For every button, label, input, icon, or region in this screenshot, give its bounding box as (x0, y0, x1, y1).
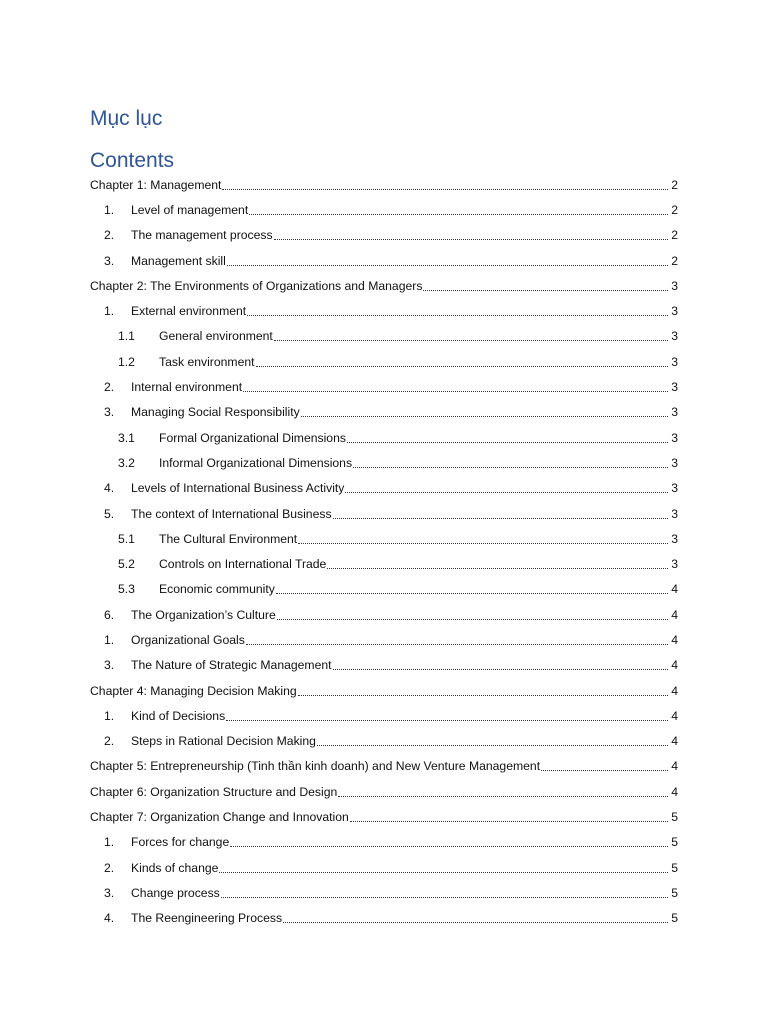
toc-entry-page-number: 3 (671, 481, 678, 496)
toc-section-entry[interactable] (90, 248, 678, 273)
dot-leader (219, 871, 668, 873)
dot-leader (423, 289, 668, 291)
toc-entry-title: Steps in Rational Decision Making (131, 734, 316, 749)
toc-chapter-entry[interactable] (90, 779, 678, 804)
toc-section-entry[interactable] (90, 400, 678, 425)
toc-entry-number: 3. (104, 253, 115, 268)
toc-entry-number: 3. (104, 658, 115, 673)
toc-entry-title: Chapter 5: Entrepreneurship (Tinh thần kinh doanh) and New Venture Management (90, 759, 541, 774)
toc-section-entry[interactable] (90, 653, 678, 678)
dot-leader (347, 441, 668, 443)
toc-entry-title: Change process (131, 885, 220, 900)
heading-muc-luc: Mục lục (90, 107, 163, 130)
toc-entry-page-number: 3 (671, 380, 678, 395)
toc-entry-page-number: 4 (671, 708, 678, 723)
toc-entry-page-number: 5 (671, 911, 678, 926)
toc-section-entry[interactable] (90, 425, 678, 450)
dot-leader (541, 769, 668, 771)
toc-entry-title: The Nature of Strategic Management (131, 658, 332, 673)
toc-section-entry[interactable] (90, 450, 678, 475)
toc-entry-number: 3.1 (118, 430, 135, 445)
toc-entry-title: General environment (159, 329, 273, 344)
toc-entry-title: Formal Organizational Dimensions (159, 430, 346, 445)
dot-leader (274, 339, 668, 341)
toc-entry-number: 1. (104, 708, 115, 723)
dot-leader (249, 213, 668, 215)
toc-entry-title: Organizational Goals (131, 632, 245, 647)
dot-leader (298, 694, 668, 696)
toc-entry-title: The context of International Business (131, 506, 332, 521)
toc-chapter-entry[interactable] (90, 172, 678, 197)
toc-entry-title: Kinds of change (131, 860, 219, 875)
toc-entry-page-number: 4 (671, 632, 678, 647)
toc-entry-number: 5. (104, 506, 115, 521)
toc-entry-number: 2. (104, 228, 115, 243)
toc-chapter-entry[interactable] (90, 273, 678, 298)
toc-entry-page-number: 2 (671, 177, 678, 192)
dot-leader (327, 567, 668, 569)
toc-entry-number: 3. (104, 885, 115, 900)
toc-entry-title: Managing Social Responsibility (131, 405, 300, 420)
toc-entry-page-number: 2 (671, 253, 678, 268)
toc-entry-number: 2. (104, 860, 115, 875)
toc-chapter-entry[interactable] (90, 804, 678, 829)
toc-entry-title: Chapter 2: The Environments of Organizations and Managers (90, 278, 423, 293)
toc-entry-number: 3. (104, 405, 115, 420)
toc-entry-page-number: 5 (671, 810, 678, 825)
toc-entry-title: Economic community (159, 582, 275, 597)
table-of-contents (90, 172, 678, 931)
toc-entry-title: Controls on International Trade (159, 557, 327, 572)
toc-entry-title: Forces for change (131, 835, 230, 850)
toc-entry-number: 5.3 (118, 582, 135, 597)
toc-entry-title: Kind of Decisions (131, 708, 226, 723)
dot-leader (243, 390, 668, 392)
dot-leader (222, 188, 668, 190)
toc-entry-title: Level of management (131, 202, 249, 217)
toc-section-entry[interactable] (90, 627, 678, 652)
toc-entry-page-number: 3 (671, 354, 678, 369)
toc-section-entry[interactable] (90, 374, 678, 399)
toc-entry-page-number: 2 (671, 202, 678, 217)
toc-section-entry[interactable] (90, 830, 678, 855)
toc-entry-page-number: 4 (671, 759, 678, 774)
toc-section-entry[interactable] (90, 526, 678, 551)
toc-entry-title: Chapter 6: Organization Structure and Design (90, 784, 338, 799)
toc-section-entry[interactable] (90, 223, 678, 248)
toc-entry-page-number: 5 (671, 885, 678, 900)
dot-leader (350, 820, 668, 822)
toc-section-entry[interactable] (90, 906, 678, 931)
dot-leader (256, 365, 668, 367)
dot-leader (333, 668, 668, 670)
toc-entry-page-number: 3 (671, 506, 678, 521)
toc-section-entry[interactable] (90, 501, 678, 526)
dot-leader (301, 415, 668, 417)
toc-entry-number: 1.2 (118, 354, 135, 369)
toc-entry-number: 1. (104, 632, 115, 647)
dot-leader (226, 719, 668, 721)
dot-leader (338, 795, 668, 797)
toc-entry-page-number: 3 (671, 405, 678, 420)
toc-entry-title: The Organization’s Culture (131, 607, 276, 622)
toc-entry-title: Management skill (131, 253, 226, 268)
toc-entry-title: The Reengineering Process (131, 911, 283, 926)
toc-entry-number: 4. (104, 481, 115, 496)
toc-section-entry[interactable] (90, 577, 678, 602)
dot-leader (227, 264, 668, 266)
toc-entry-title: The Cultural Environment (159, 531, 298, 546)
dot-leader (274, 238, 668, 240)
toc-entry-page-number: 3 (671, 430, 678, 445)
dot-leader (276, 592, 668, 594)
dot-leader (333, 517, 668, 519)
toc-entry-number: 5.2 (118, 557, 135, 572)
toc-entry-number: 1.1 (118, 329, 135, 344)
toc-chapter-entry[interactable] (90, 678, 678, 703)
toc-section-entry[interactable] (90, 298, 678, 323)
dot-leader (345, 491, 668, 493)
toc-entry-number: 5.1 (118, 531, 135, 546)
dot-leader (277, 618, 668, 620)
toc-entry-title: Internal environment (131, 380, 243, 395)
toc-entry-page-number: 4 (671, 607, 678, 622)
toc-entry-page-number: 3 (671, 278, 678, 293)
toc-section-entry[interactable] (90, 324, 678, 349)
toc-entry-title: External environment (131, 304, 247, 319)
toc-section-entry[interactable] (90, 349, 678, 374)
toc-entry-page-number: 3 (671, 455, 678, 470)
dot-leader (247, 314, 668, 316)
toc-entry-number: 6. (104, 607, 115, 622)
toc-section-entry[interactable] (90, 703, 678, 728)
toc-entry-page-number: 4 (671, 784, 678, 799)
toc-section-entry[interactable] (90, 476, 678, 501)
toc-entry-page-number: 4 (671, 683, 678, 698)
toc-entry-number: 1. (104, 304, 115, 319)
toc-entry-page-number: 3 (671, 329, 678, 344)
toc-entry-number: 1. (104, 835, 115, 850)
toc-entry-title: Informal Organizational Dimensions (159, 455, 353, 470)
toc-entry-title: Chapter 1: Management (90, 177, 222, 192)
toc-entry-number: 2. (104, 380, 115, 395)
toc-entry-page-number: 3 (671, 531, 678, 546)
heading-contents: Contents (90, 149, 175, 172)
toc-entry-number: 2. (104, 734, 115, 749)
toc-entry-title: Levels of International Business Activity (131, 481, 345, 496)
dot-leader (317, 744, 668, 746)
toc-section-entry[interactable] (90, 197, 678, 222)
dot-leader (283, 921, 668, 923)
toc-entry-page-number: 4 (671, 582, 678, 597)
dot-leader (221, 896, 668, 898)
toc-entry-page-number: 4 (671, 658, 678, 673)
toc-section-entry[interactable] (90, 551, 678, 576)
toc-entry-title: Chapter 4: Managing Decision Making (90, 683, 297, 698)
toc-entry-page-number: 5 (671, 860, 678, 875)
toc-section-entry[interactable] (90, 880, 678, 905)
toc-section-entry[interactable] (90, 729, 678, 754)
toc-entry-page-number: 3 (671, 557, 678, 572)
toc-chapter-entry[interactable] (90, 754, 678, 779)
dot-leader (230, 845, 668, 847)
toc-entry-number: 1. (104, 202, 115, 217)
toc-section-entry[interactable] (90, 855, 678, 880)
toc-entry-title: Chapter 7: Organization Change and Innovation (90, 810, 349, 825)
toc-entry-page-number: 5 (671, 835, 678, 850)
toc-entry-number: 4. (104, 911, 115, 926)
dot-leader (353, 466, 668, 468)
dot-leader (246, 643, 668, 645)
toc-entry-page-number: 2 (671, 228, 678, 243)
toc-entry-page-number: 4 (671, 734, 678, 749)
toc-entry-page-number: 3 (671, 304, 678, 319)
toc-entry-title: The management process (131, 228, 273, 243)
toc-entry-title: Task environment (159, 354, 255, 369)
toc-section-entry[interactable] (90, 602, 678, 627)
dot-leader (298, 542, 668, 544)
toc-entry-number: 3.2 (118, 455, 135, 470)
